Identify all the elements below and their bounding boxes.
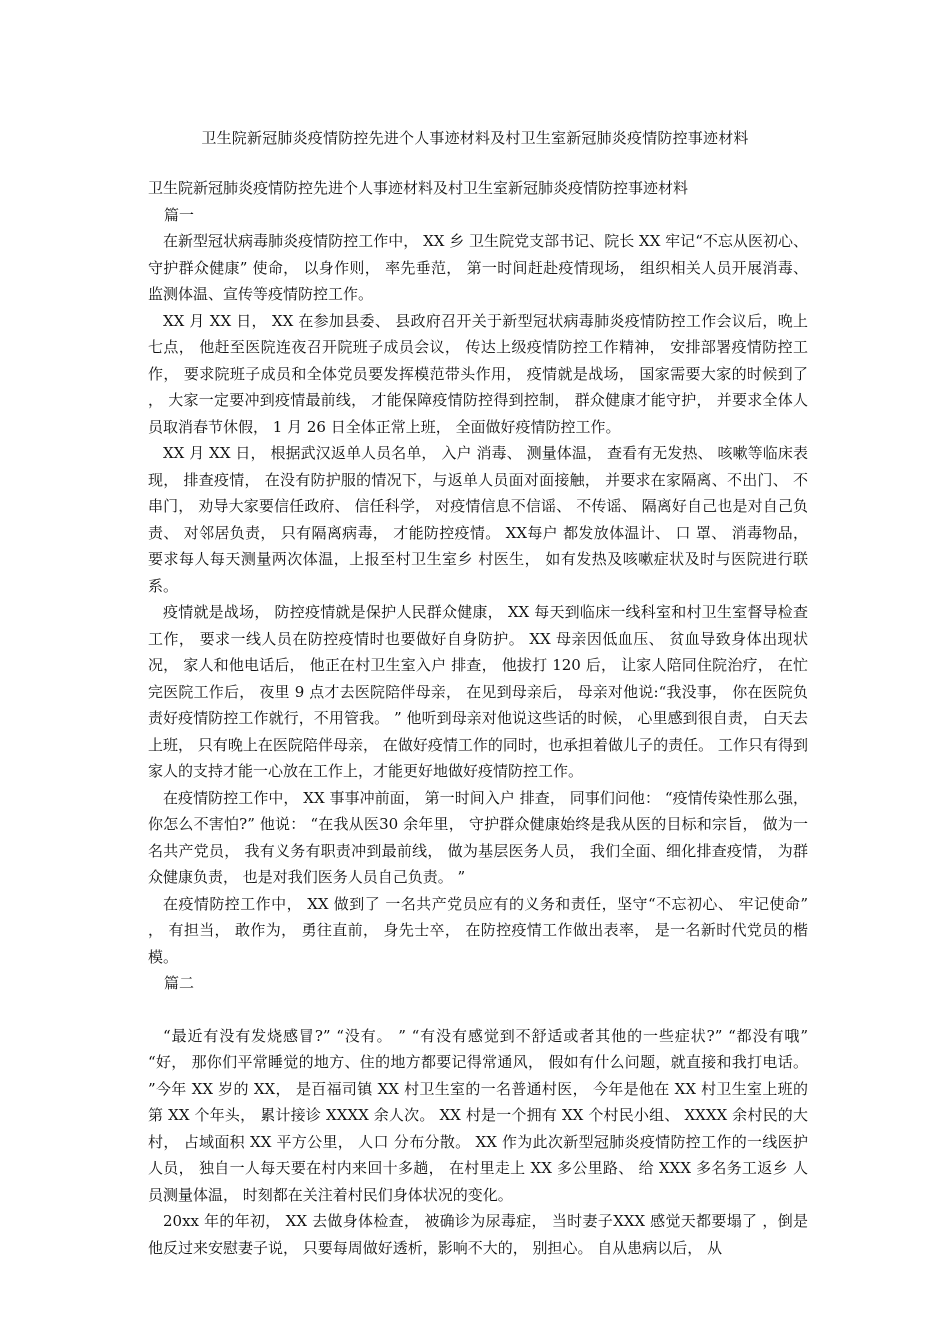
page-title: 卫生院新冠肺炎疫情防控先进个人事迹材料及村卫生室新冠肺炎疫情防控事迹材料 [201,129,749,147]
section-label-1: 篇一 [164,205,195,224]
paragraph: XX 月 XX 日， 根据武汉返单人员名单， 入户 消毒、 测量体温， 查看有无发热、 咳嗽等临床表现， 排查疫情， 在没有防护服的情况下，与返单人员面对面接触， 并要求在家隔离、不出门、 不串门， 劝导大家要信任政府、 信任科学， 对疫情信息不信谣、 不传谣、 隔离好自己也是对自己负责、 对邻居负责， 只有隔离病毒， 才能防控疫情。 XX每户 都发放体温计、 口 罩、 消毒物品， 要求每人每天测量两次体温，上报至村卫生室乡 村医生， 如有发热及咳嗽症状及时与医院进行联系。 [148,444,808,595]
paragraph: 在疫情防控工作中， XX 做到了 一名共产党员应有的义务和责任，坚守“不忘初心、 牢记使命” ， 有担当， 敢作为， 勇往直前， 身先士卒， 在防控疫情工作做出表率， 是一名新时代党员的楷模。 [148,894,808,966]
paragraph: 20xx 年的年初， XX 去做身体检查， 被确诊为尿毒症， 当时妻子XXX 感觉天都要塌了 ，倒是他反过来安慰妻子说， 只要每周做好透析，影响不大的， 别担心。 自从患病以后， 从 [148,1212,808,1257]
paragraph: 在疫情防控工作中， XX 事事冲前面， 第一时间入户 排查， 同事们问他： “疫情传染性那么强， 你怎么不害怕?” 他说： “在我从医30 余年里， 守护群众健康始终是我从医的目标和宗旨， 做为一名共产党员， 我有义务有职责冲到最前线， 做为基层医务人员， 我们全面、细化排查疫情， 为群众健康负责， 也是对我们医务人员自己负责。 ” [148,788,808,886]
section-gap [148,997,808,1023]
section-label-2: 篇二 [164,974,195,992]
paragraph: XX 月 XX 日， XX 在参加县委、 县政府召开关于新型冠状病毒肺炎疫情防控工作会议后，晚上七点， 他赶至医院连夜召开院班子成员会议， 传达上级疫情防控工作精神， 安排部署疫情防控工作， 要求院班子成员和全体党员要发挥模范带头作用， 疫情就是战场， 国家需要大家的时候到了 ， 大家一定要冲到疫情最前线， 才能保障疫情防控得到控制， 群众健康才能守护， 并要求全体人员取消春节休假， 1 月 26 日全体正常上班， 全面做好疫情防控工作。 [148,311,808,436]
paragraph: “最近有没有发烧感冒?” “没有。 ” “有没有感觉到不舒适或者其他的一些症状?” “都没有哦” “好， 那你们平常睡觉的地方、住的地方都要记得常通风， 假如有什么问题，就直接和我打电话。 ”今年 XX 岁的 XX， 是百福司镇 XX 村卫生室的一名普通村医， 今年是他在 XX 村卫生室上班的第 XX 个年头， 累计接诊 XXXX 余人次。 XX 村是一个拥有 XX 个村民小组、 XXXX 余村民的大村， 占域面积 XX 平方公里， 人口 分布分散。 XX 作为此次新型冠肺炎疫情防控工作的一线医护人员， 独自一人每天要在村内来回十多趟， 在村里走上 XX 多公里路、 给 XXX 多名务工返乡 人员测量体温， 时刻都在关注着村民们身体状况的变化。 [148,1026,808,1204]
paragraph: 疫情就是战场， 防控疫情就是保护人民群众健康， XX 每天到临床一线科室和村卫生室督导检查工作， 要求一线人员在防控疫情时也要做好自身防护。 XX 母亲因低血压、 贫血导致身体出现状况， 家人和他电话后， 他正在村卫生室入户 排查， 他拔打 120 后， 让家人陪同住院治疗， 在忙完医院工作后， 夜里 9 点才去医院陪伴母亲， 在见到母亲后， 母亲对他说:“我没事， 你在医院负责好疫情防控工作就行，不用管我。 ” 他听到母亲对他说这些话的时候， 心里感到很自责， 白天去上班， 只有晚上在医院陪伴母亲， 在做好疫情工作的同时，也承担着做儿子的责任。 工作只有得到家人的支持才能一心放在工作上，才能更好地做好疫情防控工作。 [148,603,808,780]
document-heading: 卫生院新冠肺炎疫情防控先进个人事迹材料及村卫生室新冠肺炎疫情防控事迹材料 [148,179,689,197]
document-body [148,175,808,1261]
paragraph: 在新型冠状病毒肺炎疫情防控工作中， XX 乡 卫生院党支部书记、院长 XX 牢记“不忘从医初心、 守护群众健康” 使命， 以身作则， 率先垂范， 第一时间赶赴疫情现场， 组织相关人员开展消毒、 监测体温、宣传等疫情防控工作。 [148,232,808,303]
